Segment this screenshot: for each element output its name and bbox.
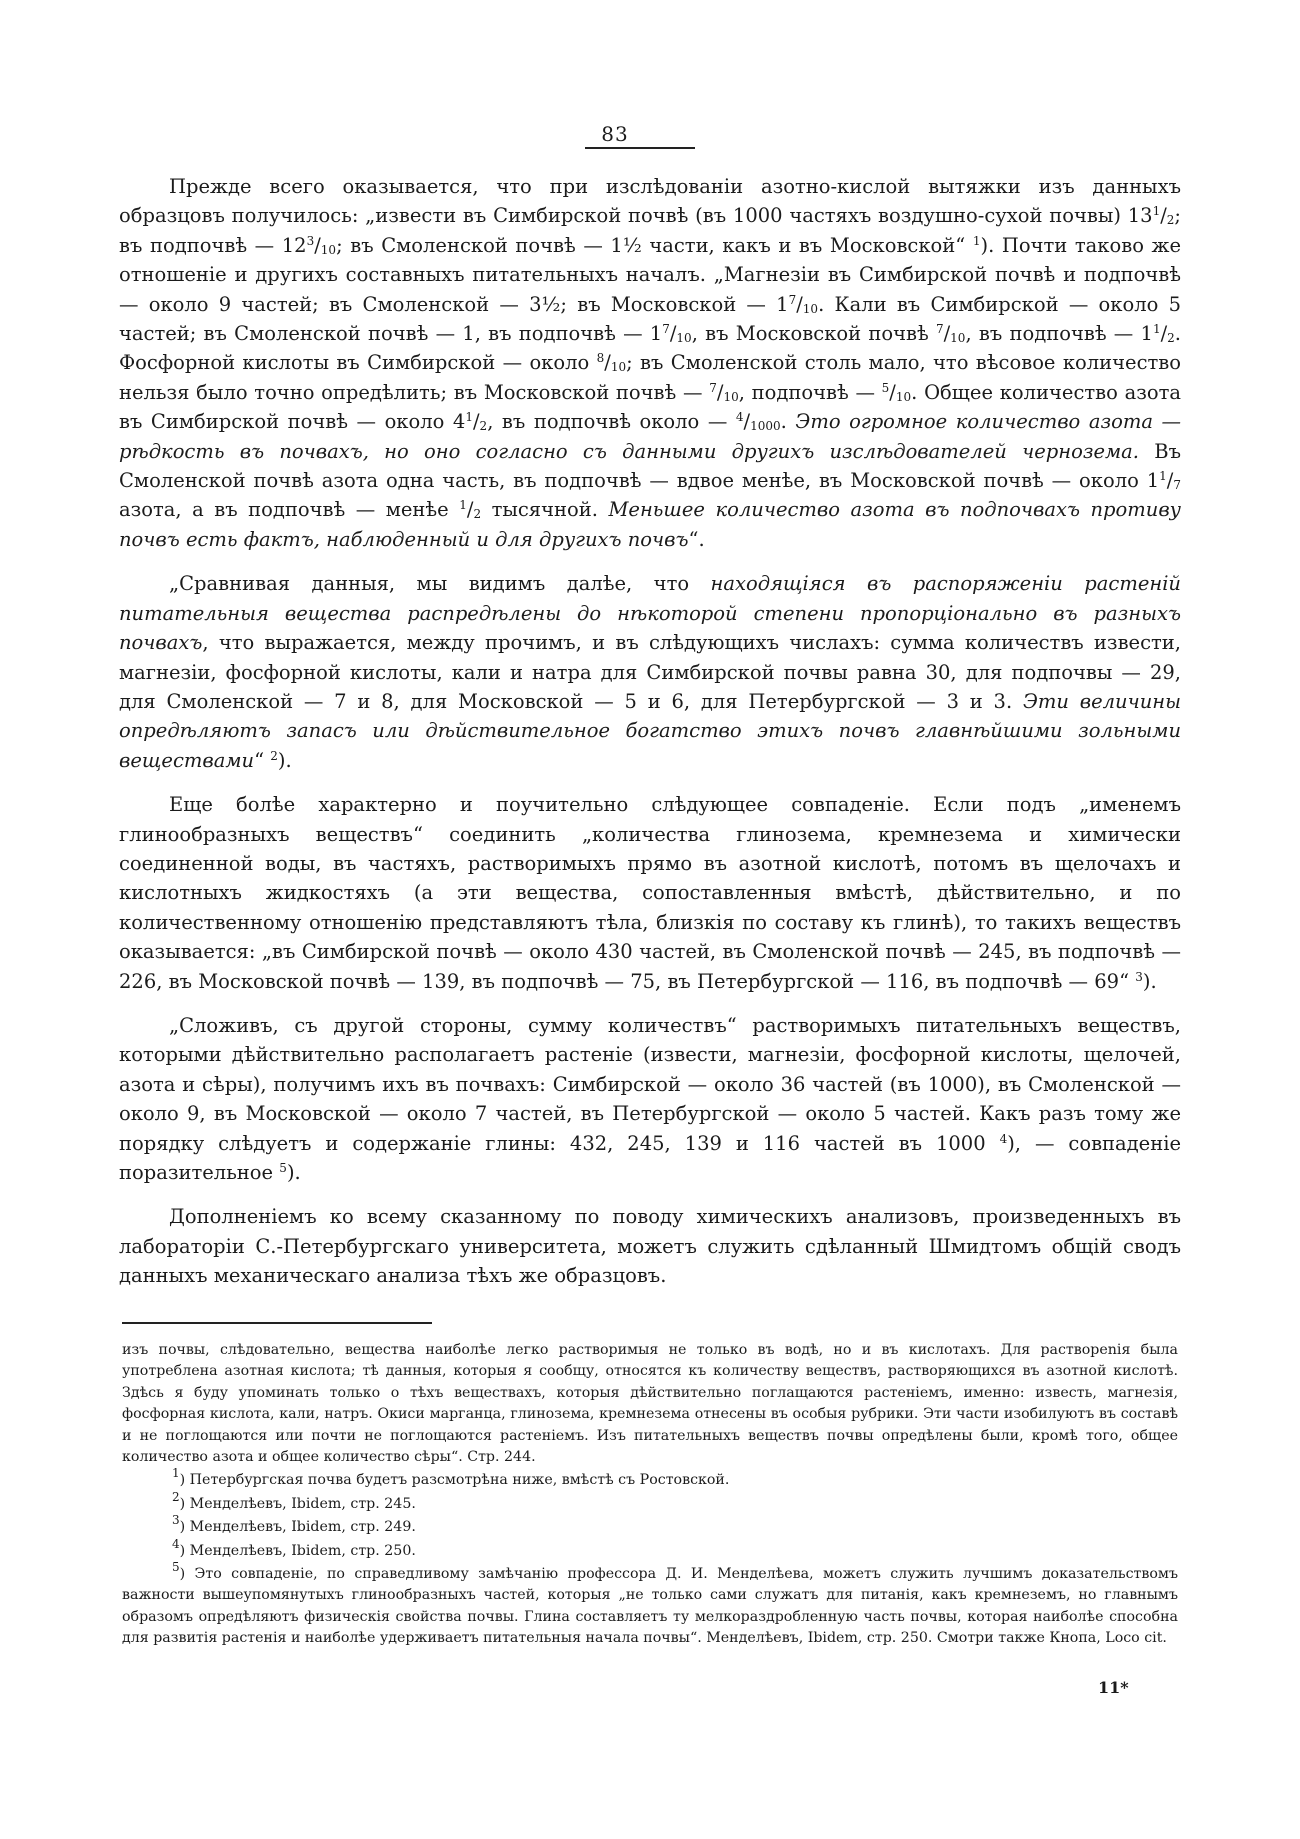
main-text — [119, 172, 1181, 1306]
paragraph-5: Дополненіемъ ко всему сказанному по поводу химическихъ анализовъ, произведенныхъ въ лабораторіи С.-Петербургскаго университета, можетъ служить сдѣланный Шмидтомъ общій сводъ данныхъ механическаго анализа тѣхъ же образцовъ. — [119, 1205, 1181, 1288]
footnote-ref-1[interactable]: 1 — [972, 233, 981, 248]
paragraph-3: Еще болѣе характерно и поучительно слѣдующее совпаденіе. Если подъ „именемъ глинообразныхъ веществъ“ соединить „количества глинозема, кремнезема и химически соединенной воды, въ частяхъ, растворимыхъ прямо въ азотной кислотѣ, потомъ въ щелочахъ и кислотныхъ жидкостяхъ (а эти вещества, сопоставленныя вмѣстѣ, дѣйствительно, и по количественному отношенію представляютъ тѣла, близкія по составу къ глинѣ), то такихъ веществъ оказывается: „въ Симбирской почвѣ — около 430 частей, въ Смоленской почвѣ — 245, въ подпочвѣ — 226, въ Московской почвѣ — 139, въ подпочвѣ — 75, въ Петербургской — 116, въ подпочвѣ — 69“ $^3$). — [119, 793, 1181, 993]
italic-emphasis: Эти величины опредѣляютъ запасъ или дѣйствительное богатство этихъ почвъ главнѣйшими зольными веществами — [119, 689, 1181, 772]
italic-emphasis: Меньшее количество азота въ подпочвахъ противу почвъ есть фактъ, наблюденный и для другихъ почвъ — [119, 498, 1181, 551]
paragraph-2: „Сравнивая данныя, мы видимъ далѣе, что находящіяся въ распоряженіи растеній питательныя вещества распредѣлены до нѣкоторой степени пропорціонально въ разныхъ почвахъ, что выражается, между прочимъ, и въ слѣдующихъ числахъ: сумма количествъ извести, магнезіи, фосфорной кислоты, кали и натра для Симбирской почвы равна 30, для подпочвы — 29, для Смоленской — 7 и 8, для Московской — 5 и 6, для Петербургской — 3 и 3. Эти величины опредѣляютъ запасъ или дѣйствительное богатство этихъ почвъ главнѣйшими зольными веществами“ $^2$). — [119, 572, 1181, 772]
footnote-4: $^4$) Менделѣевъ, Ibidem, стр. 250. — [172, 1536, 416, 1559]
footnote-3: $^3$) Менделѣевъ, Ibidem, стр. 249. — [172, 1513, 416, 1536]
footnote-ref-4[interactable]: 4 — [999, 1131, 1008, 1146]
footnote-2: $^2$) Менделѣевъ, Ibidem, стр. 245. — [172, 1489, 416, 1512]
footnote-ref-3[interactable]: 3 — [1135, 969, 1143, 984]
footnote-ref-5[interactable]: 5 — [279, 1161, 287, 1175]
footnote-ref-2[interactable]: 2 — [270, 748, 278, 763]
italic-emphasis: находящіяся въ распоряженіи растеній питательныя вещества распредѣлены до нѣкоторой степени пропорціонально въ разныхъ почвахъ — [119, 572, 1181, 655]
footnotes — [122, 1340, 1178, 1652]
footnote-separator — [122, 1322, 432, 1324]
sheet-signature: 11* — [1098, 1678, 1129, 1697]
paragraph-1: Прежде всего оказывается, что при изслѣдованіи азотно-кислой вытяжки изъ данныхъ образцовъ получилось: „извести въ Симбирской почвѣ (въ 1000 частяхъ воздушно-сухой почвы) $13^1/2$; въ подпочвѣ — $12^3/10$; въ Смоленской почвѣ — 1½ части, какъ и въ Московской“ $^1$). Почти таково же отношеніе и другихъ составныхъ питательныхъ началъ. „Магнезіи въ Симбирской почвѣ и подпочвѣ — около 9 частей; въ Смоленской — 3½; въ Московской — $1^7/10$. Кали въ Симбирской — около 5 частей; въ Смоленской почвѣ — 1, въ подпочвѣ — $1^7/10$, въ Московской почвѣ $^7$/10, въ подпочвѣ — $1^1/2$. Фосфорной кислоты въ Симбирской — около $^8$/10; въ Смоленской столь мало, что вѣсовое количество нельзя было точно опредѣлить; въ Московской почвѣ — $^7$/10, подпочвѣ — $^5$/10. Общее количество азота въ Симбирской почвѣ — около $4^1/2$, въ подпочвѣ около — $^4$/1000. Это огромное количество азота — рѣдкость въ почвахъ, но оно согласно съ данными другихъ изслѣдователей чернозема. Въ Смоленской почвѣ азота одна часть, въ подпочвѣ — вдвое менѣе, въ Московской почвѣ — около $1^1/7$ азота, а въ подпочвѣ — менѣе $^1$/2 тысячной. Меньшее количество азота въ подпочвахъ противу почвъ есть фактъ, наблюденный и для другихъ почвъ“. — [119, 175, 1182, 551]
footnote-5: $^5$) Это совпаденіе, по справедливому замѣчанію профессора Д. И. Менделѣева, можетъ служить лучшимъ доказательствомъ важности вышеупомянутыхъ глинообразныхъ частей, которыя „не только сами служатъ для питанія, какъ кремнеземъ, но главнымъ образомъ опредѣляютъ физическія свойства почвы. Глина составляетъ ту мелкораздробленную часть почвы, которая наиболѣе способна для развитія растенія и наиболѣе удерживаетъ питательныя начала почвы“. Менделѣевъ, Ibidem, стр. 250. Смотри также Кнопа, Loco cit. — [122, 1560, 1178, 1647]
italic-emphasis: Это огромное количество азота — рѣдкость въ почвахъ, но оно согласно съ данными другихъ изслѣдователей чернозема. — [119, 410, 1181, 463]
page-number: 83 — [601, 122, 629, 146]
paragraph-4: „Сложивъ, съ другой стороны, сумму количествъ“ растворимыхъ питательныхъ веществъ, которыми дѣйствительно располагаетъ растеніе (извести, магнезіи, фосфорной кислоты, щелочей, азота и сѣры), получимъ ихъ въ почвахъ: Симбирской — около 36 частей (въ 1000), въ Смоленской — около 9, въ Московской — около 7 частей, въ Петербургской — около 5 частей. Какъ разъ тому же порядку слѣдуетъ и содержаніе глины: 432, 245, 139 и 116 частей въ 1000 $^4$), — совпаденіе поразительное $^5$). — [119, 1013, 1181, 1184]
footnote-continuation: изъ почвы, слѣдовательно, вещества наиболѣе легко растворимыя не только въ водѣ, но и въ кислотахъ. Для раствореnія была употреблена азотная кислота; тѣ данныя, которыя я сообщу, относятся къ количеству веществъ, растворяющихся въ азотной кислотѣ. Здѣсь я буду упоминать только о тѣхъ веществахъ, которыя дѣйствительно поглащаются растеніемъ, именно: известь, магнезія, фосфорная кислота, кали, натръ. Окиси марганца, глинозема, кремнезема отнесены въ особыя рубрики. Эти части изобилуютъ въ составѣ и не поглощаются или почти не поглощаются растеніемъ. Изъ питательныхъ веществъ почвы опредѣлены были, кромѣ того, общее количество азота и общее количество сѣры“. Стр. 244. — [122, 1342, 1178, 1466]
footnote-1: $^1$) Петербургская почва будетъ разсмотрѣна ниже, вмѣстѣ съ Ростовской. — [172, 1466, 730, 1489]
page-number-rule — [585, 147, 695, 149]
